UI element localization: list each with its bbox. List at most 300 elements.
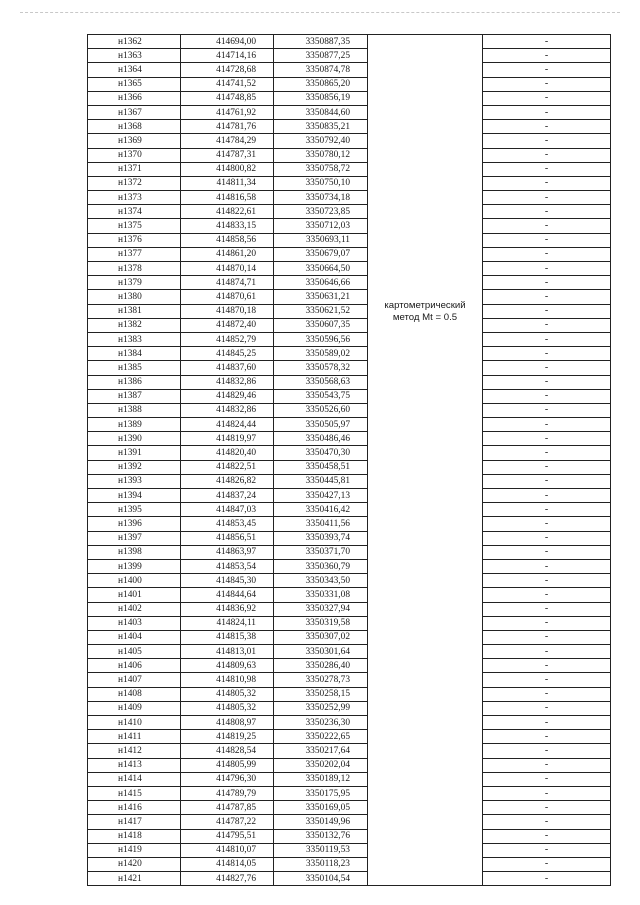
table-row — [88, 815, 611, 829]
note-cell: - — [483, 318, 611, 332]
note-cell: - — [483, 375, 611, 389]
table-row — [88, 361, 611, 375]
point-id-cell: н1382 — [88, 318, 181, 332]
x-coordinate-cell: 414819,97 — [181, 432, 274, 446]
y-coordinate-cell: 3350780,12 — [274, 148, 368, 162]
table-row — [88, 772, 611, 786]
table-row — [88, 531, 611, 545]
y-coordinate-cell: 3350149,96 — [274, 815, 368, 829]
note-cell: - — [483, 290, 611, 304]
note-cell: - — [483, 517, 611, 531]
table-row — [88, 389, 611, 403]
y-coordinate-cell: 3350578,32 — [274, 361, 368, 375]
point-id-cell: н1410 — [88, 716, 181, 730]
point-id-cell: н1408 — [88, 687, 181, 701]
x-coordinate-cell: 414828,54 — [181, 744, 274, 758]
x-coordinate-cell: 414832,86 — [181, 403, 274, 417]
note-cell: - — [483, 701, 611, 715]
x-coordinate-cell: 414847,03 — [181, 503, 274, 517]
table-row — [88, 460, 611, 474]
point-id-cell: н1390 — [88, 432, 181, 446]
note-cell: - — [483, 673, 611, 687]
point-id-cell: н1374 — [88, 205, 181, 219]
note-cell: - — [483, 531, 611, 545]
point-id-cell: н1386 — [88, 375, 181, 389]
point-id-cell: н1379 — [88, 276, 181, 290]
x-coordinate-cell: 414858,56 — [181, 233, 274, 247]
point-id-cell: н1416 — [88, 801, 181, 815]
point-id-cell: н1384 — [88, 347, 181, 361]
note-cell: - — [483, 602, 611, 616]
x-coordinate-cell: 414832,86 — [181, 375, 274, 389]
table-row — [88, 205, 611, 219]
y-coordinate-cell: 3350631,21 — [274, 290, 368, 304]
point-id-cell: н1398 — [88, 545, 181, 559]
table-row — [88, 176, 611, 190]
y-coordinate-cell: 3350371,70 — [274, 545, 368, 559]
point-id-cell: н1381 — [88, 304, 181, 318]
note-cell: - — [483, 120, 611, 134]
note-cell: - — [483, 105, 611, 119]
point-id-cell: н1415 — [88, 786, 181, 800]
table-row — [88, 673, 611, 687]
point-id-cell: н1409 — [88, 701, 181, 715]
point-id-cell: н1378 — [88, 262, 181, 276]
table-row — [88, 730, 611, 744]
scan-artifact-line — [20, 12, 620, 13]
x-coordinate-cell: 414872,40 — [181, 318, 274, 332]
point-id-cell: н1406 — [88, 659, 181, 673]
note-cell: - — [483, 403, 611, 417]
point-id-cell: н1387 — [88, 389, 181, 403]
table-row — [88, 49, 611, 63]
y-coordinate-cell: 3350589,02 — [274, 347, 368, 361]
x-coordinate-cell: 414852,79 — [181, 332, 274, 346]
note-cell: - — [483, 176, 611, 190]
x-coordinate-cell: 414787,85 — [181, 801, 274, 815]
point-id-cell: н1370 — [88, 148, 181, 162]
y-coordinate-cell: 3350750,10 — [274, 176, 368, 190]
y-coordinate-cell: 3350411,56 — [274, 517, 368, 531]
y-coordinate-cell: 3350486,46 — [274, 432, 368, 446]
note-cell: - — [483, 63, 611, 77]
point-id-cell: н1420 — [88, 857, 181, 871]
table-row — [88, 616, 611, 630]
note-cell: - — [483, 730, 611, 744]
table-row — [88, 332, 611, 346]
table-row — [88, 276, 611, 290]
note-cell: - — [483, 332, 611, 346]
point-id-cell: н1414 — [88, 772, 181, 786]
note-cell: - — [483, 134, 611, 148]
x-coordinate-cell: 414829,46 — [181, 389, 274, 403]
x-coordinate-cell: 414845,25 — [181, 347, 274, 361]
y-coordinate-cell: 3350278,73 — [274, 673, 368, 687]
table-row — [88, 35, 611, 49]
table-row — [88, 786, 611, 800]
y-coordinate-cell: 3350360,79 — [274, 559, 368, 573]
x-coordinate-cell: 414809,63 — [181, 659, 274, 673]
y-coordinate-cell: 3350865,20 — [274, 77, 368, 91]
table-row — [88, 744, 611, 758]
note-cell: - — [483, 716, 611, 730]
note-cell: - — [483, 418, 611, 432]
note-cell: - — [483, 574, 611, 588]
point-id-cell: н1383 — [88, 332, 181, 346]
x-coordinate-cell: 414819,25 — [181, 730, 274, 744]
x-coordinate-cell: 414805,32 — [181, 687, 274, 701]
x-coordinate-cell: 414853,54 — [181, 559, 274, 573]
y-coordinate-cell: 3350222,65 — [274, 730, 368, 744]
y-coordinate-cell: 3350621,52 — [274, 304, 368, 318]
x-coordinate-cell: 414820,40 — [181, 446, 274, 460]
point-id-cell: н1399 — [88, 559, 181, 573]
point-id-cell: н1421 — [88, 872, 181, 886]
table-row — [88, 843, 611, 857]
point-id-cell: н1362 — [88, 35, 181, 49]
note-cell: - — [483, 262, 611, 276]
table-row — [88, 659, 611, 673]
x-coordinate-cell: 414805,32 — [181, 701, 274, 715]
note-cell: - — [483, 758, 611, 772]
y-coordinate-cell: 3350664,50 — [274, 262, 368, 276]
table-row — [88, 758, 611, 772]
point-id-cell: н1372 — [88, 176, 181, 190]
y-coordinate-cell: 3350393,74 — [274, 531, 368, 545]
point-id-cell: н1369 — [88, 134, 181, 148]
note-cell: - — [483, 432, 611, 446]
x-coordinate-cell: 414856,51 — [181, 531, 274, 545]
x-coordinate-cell: 414836,92 — [181, 602, 274, 616]
point-id-cell: н1365 — [88, 77, 181, 91]
table-row — [88, 503, 611, 517]
note-cell: - — [483, 77, 611, 91]
x-coordinate-cell: 414826,82 — [181, 474, 274, 488]
table-row — [88, 120, 611, 134]
table-row — [88, 701, 611, 715]
table-row — [88, 829, 611, 843]
table-row — [88, 588, 611, 602]
table-row — [88, 219, 611, 233]
point-id-cell: н1376 — [88, 233, 181, 247]
note-cell: - — [483, 446, 611, 460]
table-row — [88, 77, 611, 91]
coordinates-table — [87, 34, 611, 886]
point-id-cell: н1404 — [88, 630, 181, 644]
x-coordinate-cell: 414833,15 — [181, 219, 274, 233]
table-row — [88, 247, 611, 261]
note-cell: - — [483, 630, 611, 644]
note-cell: - — [483, 616, 611, 630]
y-coordinate-cell: 3350792,40 — [274, 134, 368, 148]
table-row — [88, 446, 611, 460]
point-id-cell: н1400 — [88, 574, 181, 588]
x-coordinate-cell: 414781,76 — [181, 120, 274, 134]
y-coordinate-cell: 3350307,02 — [274, 630, 368, 644]
note-cell: - — [483, 247, 611, 261]
x-coordinate-cell: 414822,51 — [181, 460, 274, 474]
x-coordinate-cell: 414837,24 — [181, 489, 274, 503]
x-coordinate-cell: 414814,05 — [181, 857, 274, 871]
y-coordinate-cell: 3350543,75 — [274, 389, 368, 403]
y-coordinate-cell: 3350252,99 — [274, 701, 368, 715]
note-cell: - — [483, 35, 611, 49]
point-id-cell: н1385 — [88, 361, 181, 375]
x-coordinate-cell: 414813,01 — [181, 645, 274, 659]
x-coordinate-cell: 414810,98 — [181, 673, 274, 687]
x-coordinate-cell: 414870,61 — [181, 290, 274, 304]
x-coordinate-cell: 414796,30 — [181, 772, 274, 786]
y-coordinate-cell: 3350470,30 — [274, 446, 368, 460]
point-id-cell: н1412 — [88, 744, 181, 758]
table-row — [88, 545, 611, 559]
y-coordinate-cell: 3350327,94 — [274, 602, 368, 616]
note-cell: - — [483, 786, 611, 800]
table-row — [88, 347, 611, 361]
table-row — [88, 105, 611, 119]
y-coordinate-cell: 3350646,66 — [274, 276, 368, 290]
x-coordinate-cell: 414845,30 — [181, 574, 274, 588]
x-coordinate-cell: 414810,07 — [181, 843, 274, 857]
note-cell: - — [483, 162, 611, 176]
note-cell: - — [483, 588, 611, 602]
y-coordinate-cell: 3350712,03 — [274, 219, 368, 233]
y-coordinate-cell: 3350458,51 — [274, 460, 368, 474]
point-id-cell: н1405 — [88, 645, 181, 659]
note-cell: - — [483, 276, 611, 290]
x-coordinate-cell: 414800,82 — [181, 162, 274, 176]
method-cell — [368, 35, 483, 886]
note-cell: - — [483, 545, 611, 559]
point-id-cell: н1403 — [88, 616, 181, 630]
note-cell: - — [483, 872, 611, 886]
y-coordinate-cell: 3350427,13 — [274, 489, 368, 503]
note-cell: - — [483, 233, 611, 247]
table-row — [88, 318, 611, 332]
x-coordinate-cell: 414787,31 — [181, 148, 274, 162]
table-row — [88, 857, 611, 871]
point-id-cell: н1402 — [88, 602, 181, 616]
y-coordinate-cell: 3350758,72 — [274, 162, 368, 176]
y-coordinate-cell: 3350175,95 — [274, 786, 368, 800]
note-cell: - — [483, 361, 611, 375]
note-cell: - — [483, 645, 611, 659]
table-row — [88, 262, 611, 276]
table-row — [88, 148, 611, 162]
method-description — [368, 300, 482, 324]
note-cell: - — [483, 474, 611, 488]
point-id-cell: н1401 — [88, 588, 181, 602]
y-coordinate-cell: 3350887,35 — [274, 35, 368, 49]
table-row — [88, 801, 611, 815]
x-coordinate-cell: 414748,85 — [181, 91, 274, 105]
point-id-cell: н1391 — [88, 446, 181, 460]
x-coordinate-cell: 414863,97 — [181, 545, 274, 559]
note-cell: - — [483, 49, 611, 63]
table-row — [88, 872, 611, 886]
point-id-cell: н1371 — [88, 162, 181, 176]
table-row — [88, 304, 611, 318]
y-coordinate-cell: 3350104,54 — [274, 872, 368, 886]
table-row — [88, 191, 611, 205]
table-row — [88, 517, 611, 531]
point-id-cell: н1418 — [88, 829, 181, 843]
x-coordinate-cell: 414741,52 — [181, 77, 274, 91]
point-id-cell: н1363 — [88, 49, 181, 63]
note-cell: - — [483, 659, 611, 673]
y-coordinate-cell: 3350319,58 — [274, 616, 368, 630]
x-coordinate-cell: 414787,22 — [181, 815, 274, 829]
point-id-cell: н1389 — [88, 418, 181, 432]
point-id-cell: н1377 — [88, 247, 181, 261]
method-line-2: метод Mt = 0.5 — [392, 312, 458, 323]
table-row — [88, 602, 611, 616]
y-coordinate-cell: 3350169,05 — [274, 801, 368, 815]
table-row — [88, 134, 611, 148]
y-coordinate-cell: 3350877,25 — [274, 49, 368, 63]
y-coordinate-cell: 3350844,60 — [274, 105, 368, 119]
point-id-cell: н1366 — [88, 91, 181, 105]
table-row — [88, 630, 611, 644]
y-coordinate-cell: 3350607,35 — [274, 318, 368, 332]
x-coordinate-cell: 414805,99 — [181, 758, 274, 772]
note-cell: - — [483, 559, 611, 573]
x-coordinate-cell: 414714,16 — [181, 49, 274, 63]
table-row — [88, 233, 611, 247]
point-id-cell: н1411 — [88, 730, 181, 744]
y-coordinate-cell: 3350693,11 — [274, 233, 368, 247]
x-coordinate-cell: 414822,61 — [181, 205, 274, 219]
point-id-cell: н1396 — [88, 517, 181, 531]
x-coordinate-cell: 414827,76 — [181, 872, 274, 886]
y-coordinate-cell: 3350505,97 — [274, 418, 368, 432]
x-coordinate-cell: 414811,34 — [181, 176, 274, 190]
y-coordinate-cell: 3350202,04 — [274, 758, 368, 772]
y-coordinate-cell: 3350856,19 — [274, 91, 368, 105]
note-cell: - — [483, 843, 611, 857]
table-row — [88, 432, 611, 446]
x-coordinate-cell: 414815,38 — [181, 630, 274, 644]
y-coordinate-cell: 3350119,53 — [274, 843, 368, 857]
y-coordinate-cell: 3350596,56 — [274, 332, 368, 346]
note-cell: - — [483, 205, 611, 219]
note-cell: - — [483, 460, 611, 474]
point-id-cell: н1417 — [88, 815, 181, 829]
note-cell: - — [483, 304, 611, 318]
note-cell: - — [483, 191, 611, 205]
point-id-cell: н1375 — [88, 219, 181, 233]
x-coordinate-cell: 414837,60 — [181, 361, 274, 375]
note-cell: - — [483, 687, 611, 701]
table-row — [88, 162, 611, 176]
note-cell: - — [483, 744, 611, 758]
table-row — [88, 403, 611, 417]
table-row — [88, 574, 611, 588]
note-cell: - — [483, 801, 611, 815]
y-coordinate-cell: 3350568,63 — [274, 375, 368, 389]
point-id-cell: н1388 — [88, 403, 181, 417]
y-coordinate-cell: 3350679,07 — [274, 247, 368, 261]
y-coordinate-cell: 3350723,85 — [274, 205, 368, 219]
y-coordinate-cell: 3350874,78 — [274, 63, 368, 77]
note-cell: - — [483, 857, 611, 871]
table-row — [88, 375, 611, 389]
y-coordinate-cell: 3350343,50 — [274, 574, 368, 588]
point-id-cell: н1395 — [88, 503, 181, 517]
point-id-cell: н1373 — [88, 191, 181, 205]
point-id-cell: н1368 — [88, 120, 181, 134]
note-cell: - — [483, 503, 611, 517]
point-id-cell: н1413 — [88, 758, 181, 772]
table-row — [88, 559, 611, 573]
note-cell: - — [483, 772, 611, 786]
point-id-cell: н1397 — [88, 531, 181, 545]
note-cell: - — [483, 829, 611, 843]
y-coordinate-cell: 3350526,60 — [274, 403, 368, 417]
note-cell: - — [483, 91, 611, 105]
note-cell: - — [483, 219, 611, 233]
y-coordinate-cell: 3350331,08 — [274, 588, 368, 602]
x-coordinate-cell: 414844,64 — [181, 588, 274, 602]
x-coordinate-cell: 414789,79 — [181, 786, 274, 800]
point-id-cell: н1367 — [88, 105, 181, 119]
point-id-cell: н1419 — [88, 843, 181, 857]
point-id-cell: н1364 — [88, 63, 181, 77]
y-coordinate-cell: 3350301,64 — [274, 645, 368, 659]
x-coordinate-cell: 414824,11 — [181, 616, 274, 630]
table-row — [88, 474, 611, 488]
y-coordinate-cell: 3350734,18 — [274, 191, 368, 205]
x-coordinate-cell: 414761,92 — [181, 105, 274, 119]
x-coordinate-cell: 414816,58 — [181, 191, 274, 205]
point-id-cell: н1380 — [88, 290, 181, 304]
y-coordinate-cell: 3350189,12 — [274, 772, 368, 786]
table-row — [88, 489, 611, 503]
table-row — [88, 645, 611, 659]
y-coordinate-cell: 3350118,23 — [274, 857, 368, 871]
note-cell: - — [483, 815, 611, 829]
y-coordinate-cell: 3350236,30 — [274, 716, 368, 730]
table-row — [88, 687, 611, 701]
point-id-cell: н1393 — [88, 474, 181, 488]
table-row — [88, 290, 611, 304]
point-id-cell: н1407 — [88, 673, 181, 687]
x-coordinate-cell: 414784,29 — [181, 134, 274, 148]
table-row — [88, 63, 611, 77]
y-coordinate-cell: 3350217,64 — [274, 744, 368, 758]
y-coordinate-cell: 3350132,76 — [274, 829, 368, 843]
y-coordinate-cell: 3350286,40 — [274, 659, 368, 673]
x-coordinate-cell: 414728,68 — [181, 63, 274, 77]
table-row — [88, 418, 611, 432]
x-coordinate-cell: 414874,71 — [181, 276, 274, 290]
y-coordinate-cell: 3350835,21 — [274, 120, 368, 134]
y-coordinate-cell: 3350258,15 — [274, 687, 368, 701]
x-coordinate-cell: 414795,51 — [181, 829, 274, 843]
table-row — [88, 716, 611, 730]
x-coordinate-cell: 414824,44 — [181, 418, 274, 432]
note-cell: - — [483, 489, 611, 503]
method-line-1: картометрический — [384, 300, 466, 311]
x-coordinate-cell: 414853,45 — [181, 517, 274, 531]
x-coordinate-cell: 414870,18 — [181, 304, 274, 318]
x-coordinate-cell: 414861,20 — [181, 247, 274, 261]
note-cell: - — [483, 389, 611, 403]
x-coordinate-cell: 414808,97 — [181, 716, 274, 730]
y-coordinate-cell: 3350445,81 — [274, 474, 368, 488]
x-coordinate-cell: 414694,00 — [181, 35, 274, 49]
x-coordinate-cell: 414870,14 — [181, 262, 274, 276]
